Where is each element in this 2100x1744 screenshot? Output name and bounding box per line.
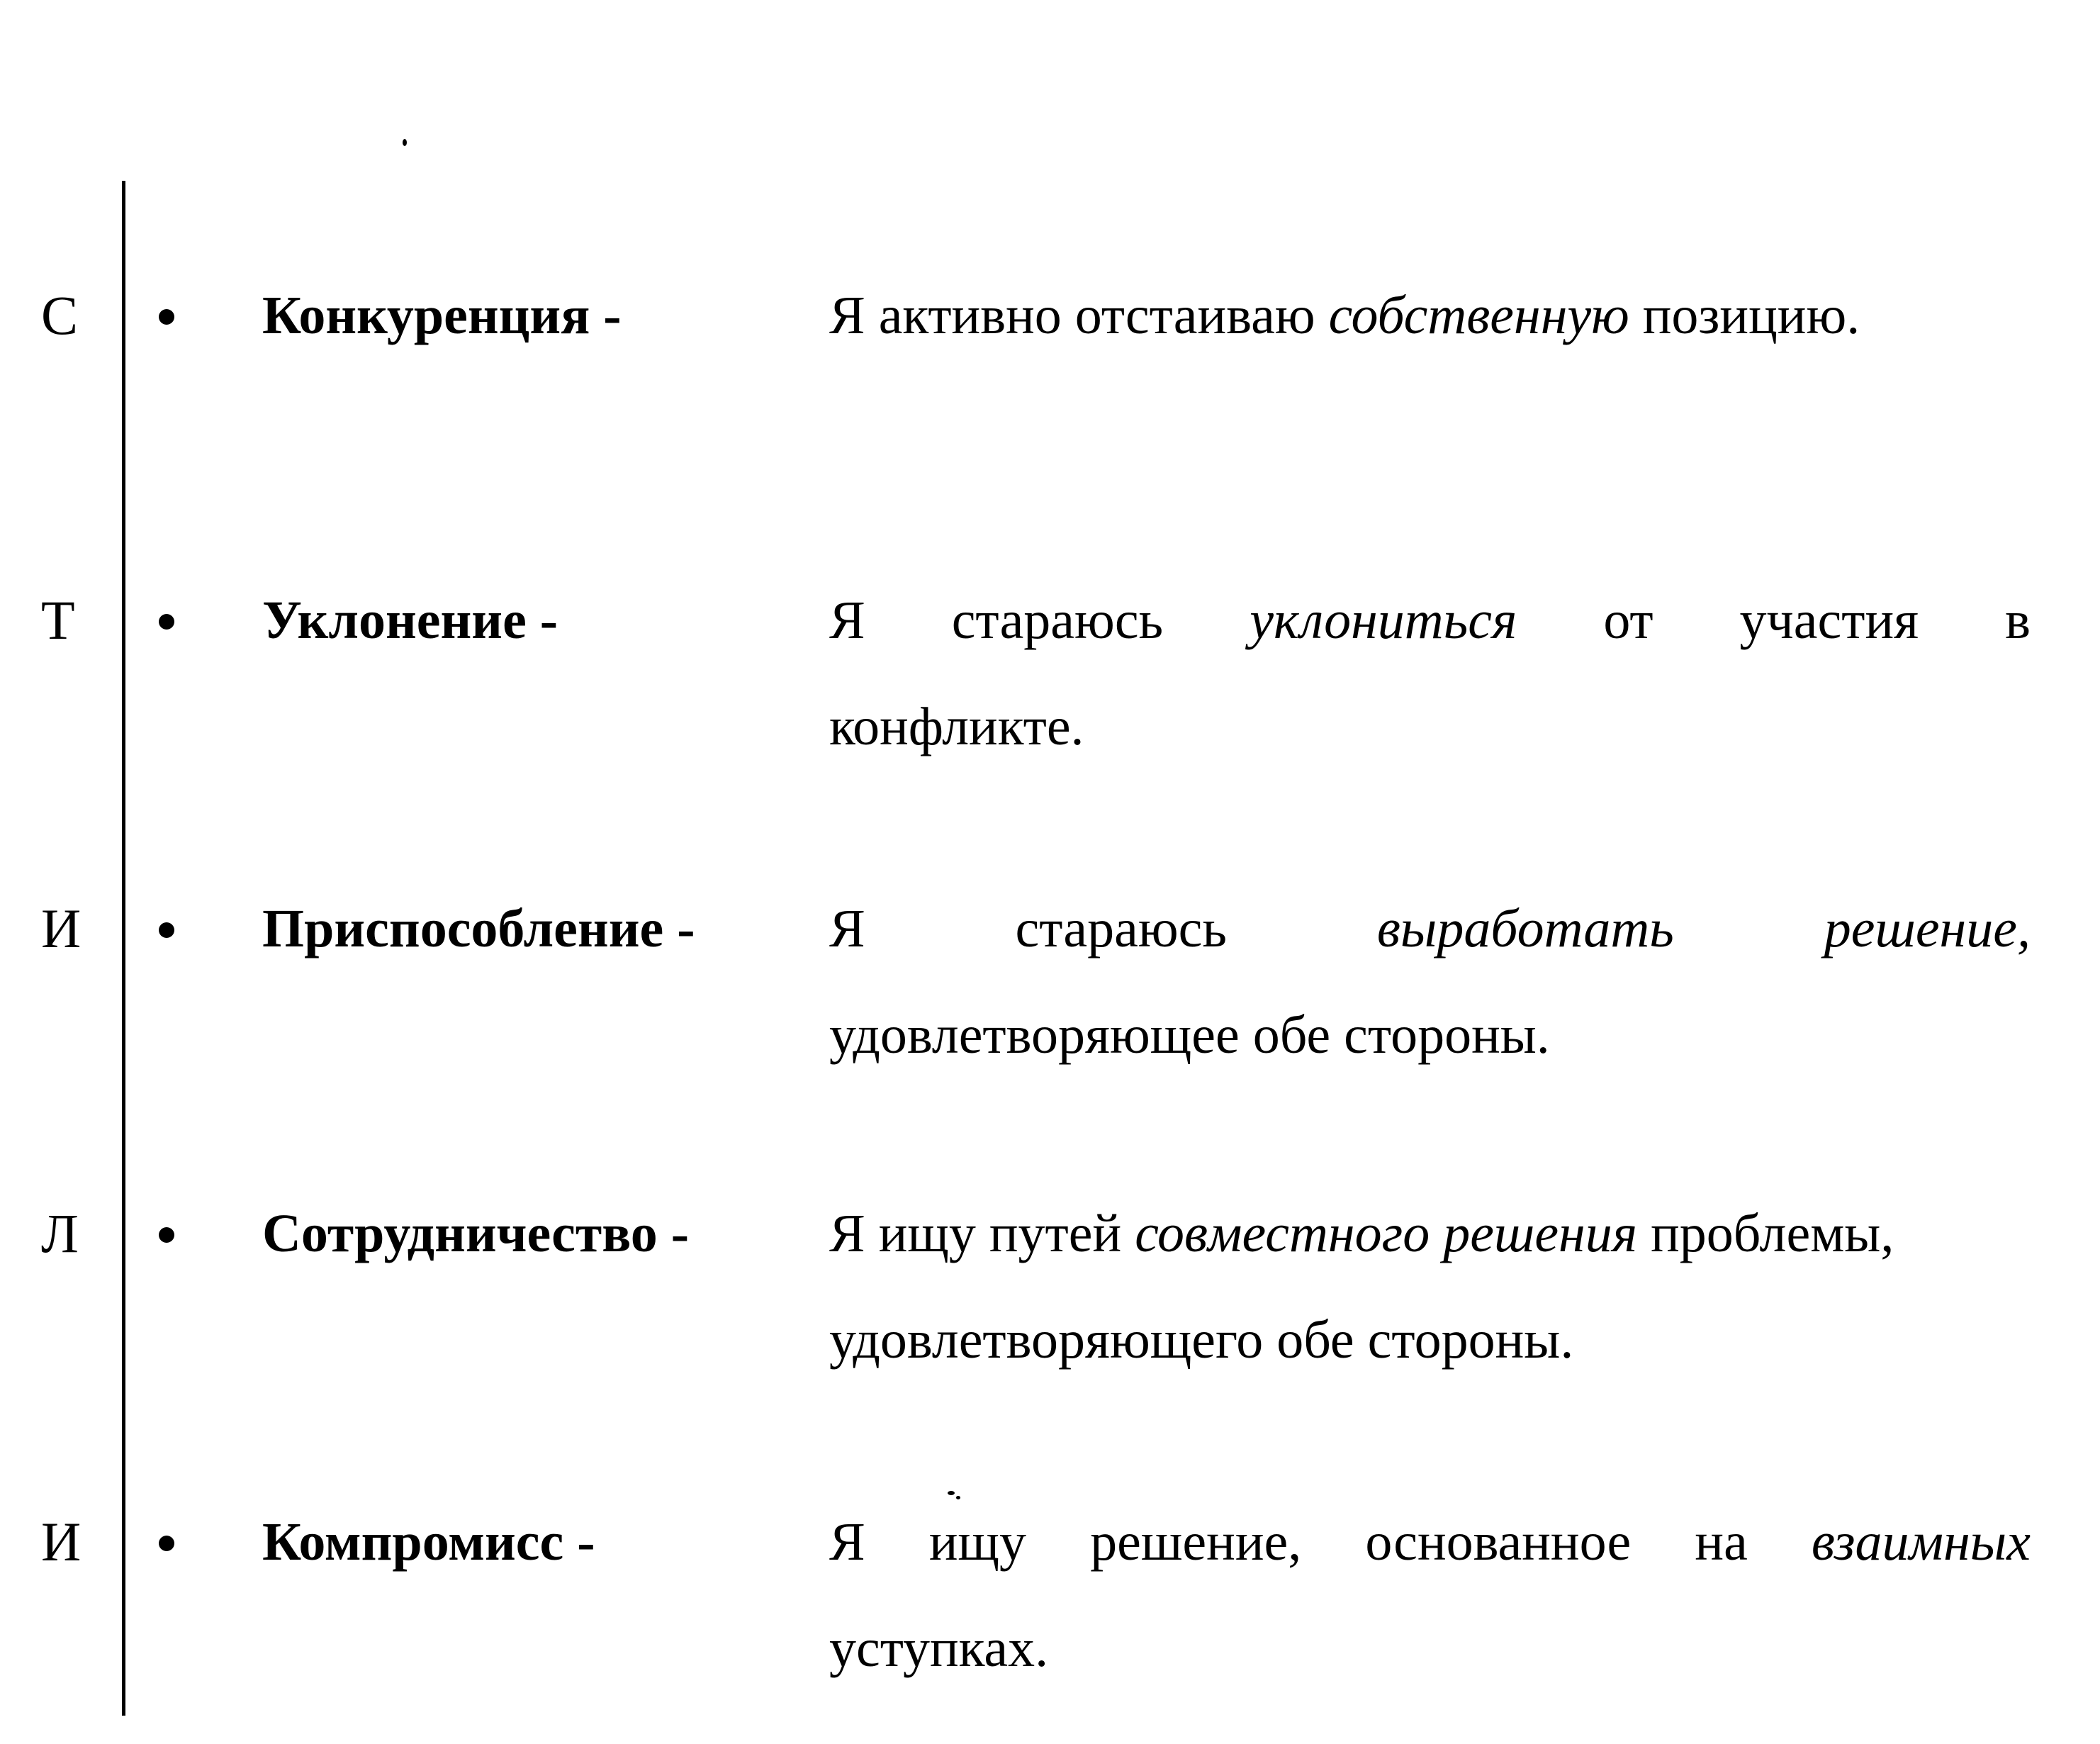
description-line: Я стараюсь уклониться от участия в [829, 567, 2031, 673]
emphasis: уклониться [1250, 591, 1517, 650]
style-description [829, 1180, 2031, 1393]
emphasis: собственную [1328, 286, 1629, 345]
side-letter: Т [41, 589, 75, 651]
description-line: удовлетворяющего обе стороны. [829, 1310, 1574, 1370]
style-term: Уклонение - [262, 591, 558, 650]
description-line: Я ищу путей совместного решения проблемы, [829, 1204, 1894, 1263]
style-description [829, 262, 2031, 369]
style-term: Сотрудничество - [262, 1204, 690, 1263]
bullet-icon [159, 922, 174, 938]
bullet-icon [159, 614, 174, 630]
description-line: конфликте. [829, 697, 1084, 756]
description-line: Я стараюсь выработать решение, [829, 876, 2031, 982]
bullet-icon [159, 309, 174, 325]
bullet-icon [159, 1227, 174, 1243]
side-letter: И [41, 898, 82, 959]
description-line: Я ищу решение, основанное на взаимных [829, 1489, 2031, 1595]
style-description [829, 567, 2031, 780]
side-letter: С [41, 284, 79, 346]
emphasis: выработать [1376, 899, 1674, 958]
bullet-icon [159, 1536, 174, 1551]
vertical-rule [122, 181, 125, 1716]
emphasis: решение, [1824, 899, 2031, 958]
emphasis: взаимных [1811, 1512, 2031, 1572]
style-term: Конкуренция - [262, 286, 622, 345]
side-letter: И [41, 1511, 82, 1572]
description-line: удовлетворяющее обе стороны. [829, 1005, 1550, 1065]
side-letter: Л [41, 1202, 79, 1264]
style-term: Компромисс - [262, 1512, 595, 1572]
description-line: уступках. [829, 1619, 1049, 1678]
emphasis: совместного решения [1135, 1204, 1638, 1263]
style-description [829, 876, 2031, 1088]
description-line: Я активно отстаиваю собственную позицию. [829, 286, 1860, 345]
style-term: Приспособление - [262, 899, 695, 958]
scan-speck [403, 139, 407, 146]
style-description [829, 1489, 2031, 1701]
